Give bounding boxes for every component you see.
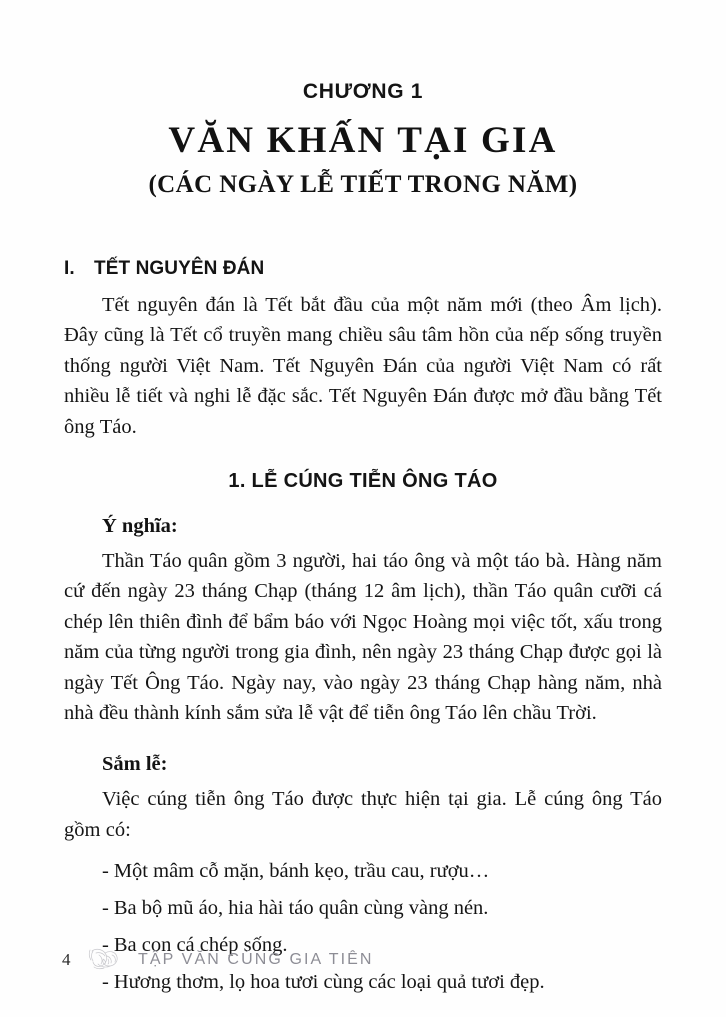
list-dash: - [102,934,109,957]
footer-book-title: TẬP VĂN CÚNG GIA TIÊN [138,951,374,968]
offerings-label: Sắm lễ: [102,753,168,776]
offerings-list [64,856,662,997]
section-intro-paragraph: Tết nguyên đán là Tết bắt đầu của một năm mới (theo Âm lịch). Đây cũng là Tết cổ truyền mang chiều sâu tâm hồn của nếp sống truyền thống người Việt Nam. Tết Nguyên Đán của người Việt Nam có rất nhiều lễ tiết và nghi lễ đặc sắc. Tết Nguyên Đán được mở đầu bằng Tết ông Táo. [64,294,662,438]
list-dash: - [102,897,109,920]
subsection-heading: 1. LỄ CÚNG TIỄN ÔNG TÁO [228,470,498,493]
page-number: 4 [62,950,71,969]
chapter-title-block [0,80,726,199]
list-item-text: Ba bộ mũ áo, hia hài táo quân cùng vàng nén. [113,897,489,920]
chapter-title: VĂN KHẤN TẠI GIA [168,120,558,162]
offerings-paragraph: Việc cúng tiễn ông Táo được thực hiện tại gia. Lễ cúng ông Táo gồm có: [64,788,662,841]
list-item-text: Một mâm cỗ mặn, bánh kẹo, trầu cau, rượu… [113,860,490,883]
list-dash: - [102,971,109,993]
list-item [64,893,662,923]
section-heading [64,258,662,280]
chapter-subtitle: (CÁC NGÀY LỄ TIẾT TRONG NĂM) [148,170,578,198]
meaning-paragraph: Thần Táo quân gồm 3 người, hai táo ông và một táo bà. Hàng năm cứ đến ngày 23 tháng Chạp (tháng 12 âm lịch), thần Táo quân cưỡi cá chép lên thiên đình để bẩm báo với Ngọc Hoàng mọi việc tốt, xấu trong năm của từng người trong gia đình, nên ngày 23 tháng Chạp được gọi là ngày Tết Ông Táo. Ngày nay, vào ngày 23 tháng Chạp hàng năm, nhà nhà đều thành kính sắm sửa lễ vật để tiễn ông Táo lên chầu Trời. [64,550,662,725]
meaning-label: Ý nghĩa: [102,515,178,538]
page-footer [62,945,374,975]
list-item [64,856,662,886]
list-dash: - [102,860,109,883]
list-item-text: Hương thơm, lọ hoa tươi cùng các loại quả tươi đẹp. [113,971,545,993]
chapter-label: CHƯƠNG 1 [302,80,424,103]
list-item-text: Ba con cá chép sống. [113,934,288,957]
page-content [64,258,662,1004]
section-numeral: I. [64,258,75,279]
section-heading-label: TẾT NGUYÊN ĐÁN [94,258,265,279]
floral-ornament-icon [86,945,128,975]
